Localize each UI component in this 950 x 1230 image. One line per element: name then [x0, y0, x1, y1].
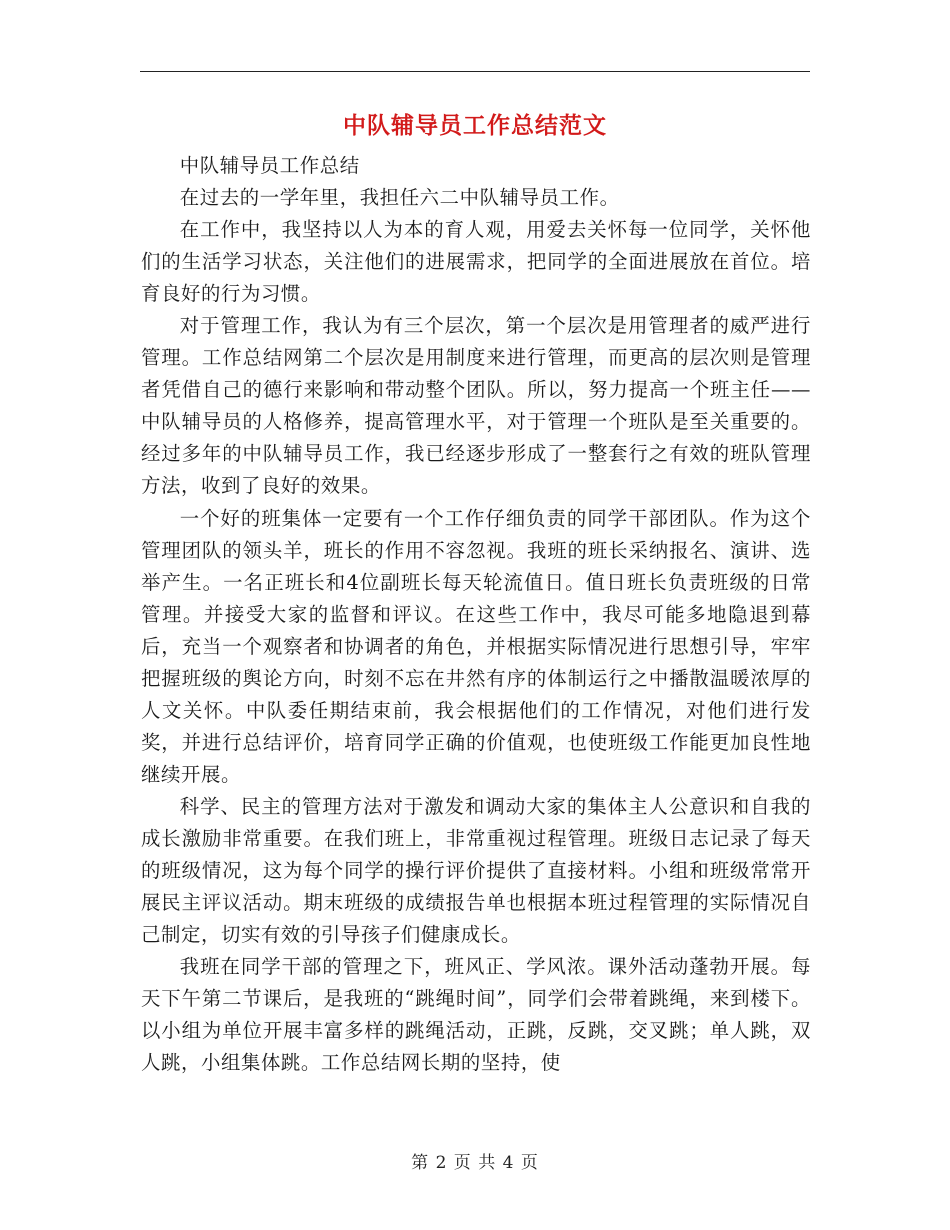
page-number-footer: 第 2 页 共 4 页 — [411, 1153, 539, 1173]
paragraph: 在工作中，我坚持以人为本的育人观，用爱去关怀每一位同学，关怀他们的生活学习状态，关注他们的进展需求，把同学的全面进展放在首位。培育良好的行为习惯。 — [141, 218, 811, 306]
paragraph: 一个好的班集体一定要有一个工作仔细负责的同学干部团队。作为这个管理团队的领头羊，班长的作用不容忽视。我班的班长采纳报名、演讲、选举产生。一名正班长和4位副班长每天轮流值日。值日班长负责班级的日常管理。并接受大家的监督和评议。在这些工作中，我尽可能多地隐退到幕后，充当一个观察者和协调者的角色，并根据实际情况进行思想引导，牢牢把握班级的舆论方向，时刻不忘在井然有序的体制运行之中播散温暖浓厚的人文关怀。中队委任期结束前，我会根据他们的工作情况，对他们进行发奖，并进行总结评价，培育同学正确的价值观，也使班级工作能更加良性地继续开展。 — [141, 506, 811, 786]
paragraph-subtitle: 中队辅导员工作总结 — [179, 154, 360, 177]
paragraph: 在过去的一学年里，我担任六二中队辅导员工作。 — [179, 186, 620, 210]
document-title: 中队辅导员工作总结范文 — [343, 112, 607, 139]
document-body — [141, 150, 811, 1079]
paragraph: 对于管理工作，我认为有三个层次，第一个层次是用管理者的威严进行管理。工作总结网第二个层次是用制度来进行管理，而更高的层次则是管理者凭借自己的德行来影响和带动整个团队。所以，努力提高一个班主任——中队辅导员的人格修养，提高管理水平，对于管理一个班队是至关重要的。经过多年的中队辅导员工作，我已经逐步形成了一整套行之有效的班队管理方法，收到了良好的效果。 — [141, 314, 811, 498]
paragraph: 我班在同学干部的管理之下，班风正、学风浓。课外活动蓬勃开展。每天下午第二节课后，是我班的“跳绳时间”，同学们会带着跳绳，来到楼下。以小组为单位开展丰富多样的跳绳活动，正跳，反跳，交叉跳；单人跳，双人跳，小组集体跳。工作总结网长期的坚持，使 — [141, 955, 811, 1075]
header-rule — [140, 71, 810, 72]
paragraph: 科学、民主的管理方法对于激发和调动大家的集体主人公意识和自我的成长激励非常重要。在我们班上，非常重视过程管理。班级日志记录了每天的班级情况，这为每个同学的操行评价提供了直接材料。小组和班级常常开展民主评议活动。期末班级的成绩报告单也根据本班过程管理的实际情况自己制定，切实有效的引导孩子们健康成长。 — [141, 794, 811, 947]
